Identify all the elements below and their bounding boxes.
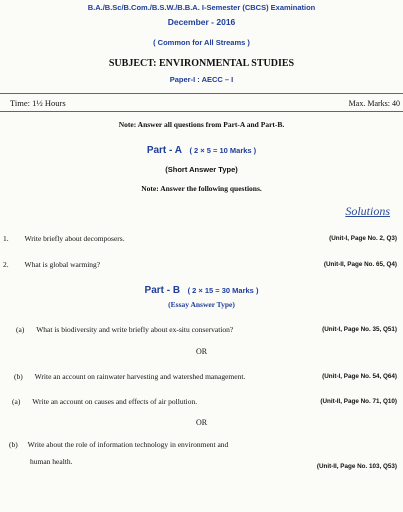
question-text: Write an account on rainwater harvesting and watershed management. [34,372,246,381]
part-b-title: Part - B [144,285,181,296]
or-divider: OR [195,347,208,356]
question-text: What is global warming? [24,260,101,269]
question-text: Write about the role of information technology in environment and [27,440,229,449]
question-text-continued: human health. [30,457,73,466]
header-rule-bottom [0,111,403,112]
question-reference: (Unit-II, Page No. 103, Q53) [316,463,397,470]
streams-note: ( Common for All Streams ) [153,38,250,47]
question-reference: (Unit-II, Page No. 71, Q10) [320,398,397,405]
subject-title: SUBJECT: ENVIRONMENTAL STUDIES [108,58,295,69]
question-reference: (Unit-I, Page No. 2, Q3) [329,235,397,242]
solutions-label: Solutions [345,204,390,218]
question-reference: (Unit-I, Page No. 54, Q64) [322,373,397,380]
exam-date: December - 2016 [167,17,236,27]
question-text: Write an account on causes and effects of air pollution. [32,397,198,406]
question-label: (a) [16,325,25,334]
or-divider: OR [195,418,208,427]
question-row [14,372,245,381]
part-a-marks: ( 2 × 5 = 10 Marks ) [189,146,257,155]
question-row [3,234,125,243]
paper-label: Paper-I : AECC – I [169,75,234,84]
question-label: (a) [12,397,21,406]
question-number: 2. [3,260,9,269]
question-row [9,440,228,449]
part-b-type: (Essay Answer Type) [168,300,235,309]
part-a-title: Part - A [146,145,183,156]
question-reference: (Unit-II, Page No. 65, Q4) [323,261,397,268]
question-row [16,325,233,334]
question-row [3,260,100,269]
question-number: 1. [3,234,9,243]
part-a-note: Note: Answer the following questions. [141,184,262,193]
header-rule-top [0,93,403,94]
part-a-heading [0,140,403,158]
question-reference: (Unit-I, Page No. 35, Q51) [322,326,397,333]
question-row [12,397,197,406]
main-note: Note: Answer all questions from Part-A and Part-B. [118,120,285,129]
max-marks-label: Max. Marks: 40 [348,99,400,108]
question-label: (b) [14,372,23,381]
part-b-marks: ( 2 × 15 = 30 Marks ) [187,286,259,295]
part-a-type: (Short Answer Type) [165,165,238,174]
time-label: Time: 1½ Hours [10,98,66,108]
exam-title: B.A./B.Sc/B.Com./B.S.W./B.B.A. I-Semester (CBCS) Examination [87,3,316,12]
question-text: Write briefly about decomposers. [24,234,125,243]
question-text: What is biodiversity and write briefly about ex-situ conservation? [36,325,234,334]
question-label: (b) [9,440,18,449]
part-b-heading [0,280,403,298]
